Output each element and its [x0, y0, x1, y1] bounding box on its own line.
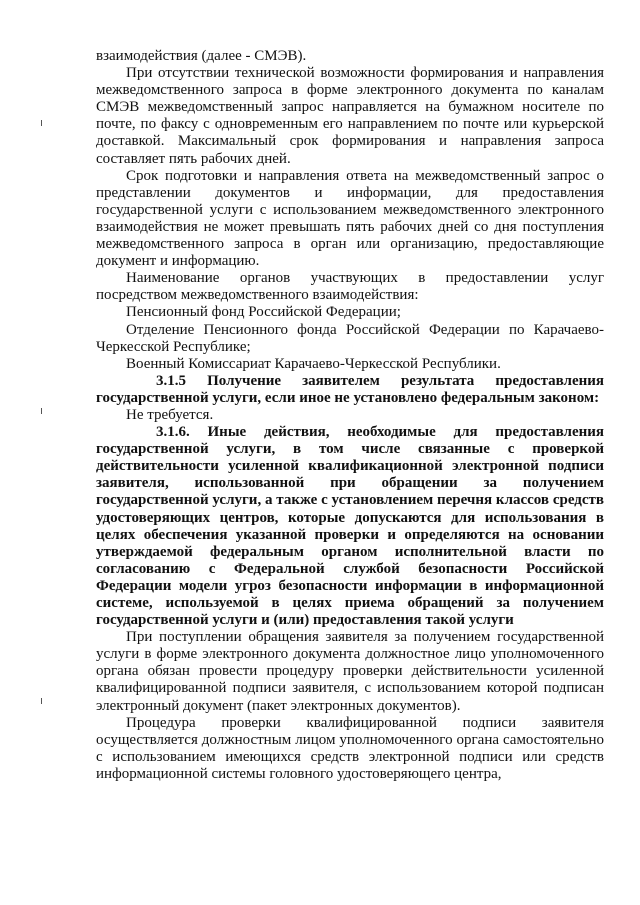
scan-margin-mark [41, 698, 42, 704]
list-item-pension-branch: Отделение Пенсионного фонда Российской Федерации по Карачаево-Черкесской Республике; [96, 321, 604, 355]
paragraph-not-required: Не требуется. [126, 406, 214, 423]
section-number: 3.1.6. [156, 424, 190, 441]
paragraph-verification-procedure: Процедура проверки квалифицированной подписи заявителя осуществляется должностным лицом уполномоченного органа самостоятельно с использованием имеющихся средств электронной подписи или средств информационной системы головного удостоверяющего центра, [96, 714, 604, 782]
paragraph-paper-request: При отсутствии технической возможности формирования и направления межведомственного запроса в форме электронного документа по каналам СМЭВ межведомственный запрос направляется на бумажном носителе по почте, по факсу с одновременным его направлением по почте или курьерской доставкой. Максимальный срок формирования и направления запроса составляет пять рабочих дней. [96, 65, 604, 167]
list-item-military-commissariat: Военный Комиссариат Карачаево-Черкесской Республики. [126, 355, 501, 372]
section-title: Иные действия, необходимые для предоставления государственной услуги, в том числе связанные с проверкой действительности усиленной квалификационной электронной подписи заявителя, использованной при обращении за получением государственной услуги, а также с установлением перечня классов средств удостоверяющих центров, которые допускаются для использования в целях обеспечения указанной проверки и определяются на основании утверждаемой федеральным органом исполнительной власти по согласованию с Федеральной службой безопасности Российской Федерации модели угроз безопасности информации в информационной системе, используемой в целях приема обращений за получением государственной услуги и (или) предоставления такой услуги [96, 424, 605, 629]
paragraph-participating-bodies: Наименование органов участвующих в предоставлении услуг посредством межведомственного взаимодействия: [96, 270, 604, 304]
document-page [96, 48, 604, 783]
scan-margin-mark [41, 120, 42, 126]
scan-margin-mark [41, 408, 42, 414]
section-3-1-6-heading [96, 424, 604, 629]
list-item-pension-fund: Пенсионный фонд Российской Федерации; [126, 304, 401, 321]
paragraph-signature-check: При поступлении обращения заявителя за получением государственной услуги в форме электронного документа должностное лицо уполномоченного органа обязан провести процедуру проверки действительности усиленной квалифицированной подписи заявителя, с использованием которой подписан электронный документ (пакет электронных документов). [96, 629, 604, 714]
section-number: 3.1.5 [156, 372, 186, 389]
paragraph-smev-continuation: взаимодействия (далее - СМЭВ). [96, 48, 307, 64]
section-title: Получение заявителем результата предоставления государственной услуги, если иное не установлено федеральным законом: [96, 372, 604, 406]
paragraph-response-deadline: Срок подготовки и направления ответа на межведомственный запрос о представлении документов и информации, для предоставления государственной услуги с использованием межведомственного электронного взаимодействия не может превышать пять рабочих дней со дня поступления межведомственного запроса в орган или организацию, предоставляющие документ и информацию. [96, 167, 604, 270]
section-3-1-5-heading [96, 373, 604, 407]
